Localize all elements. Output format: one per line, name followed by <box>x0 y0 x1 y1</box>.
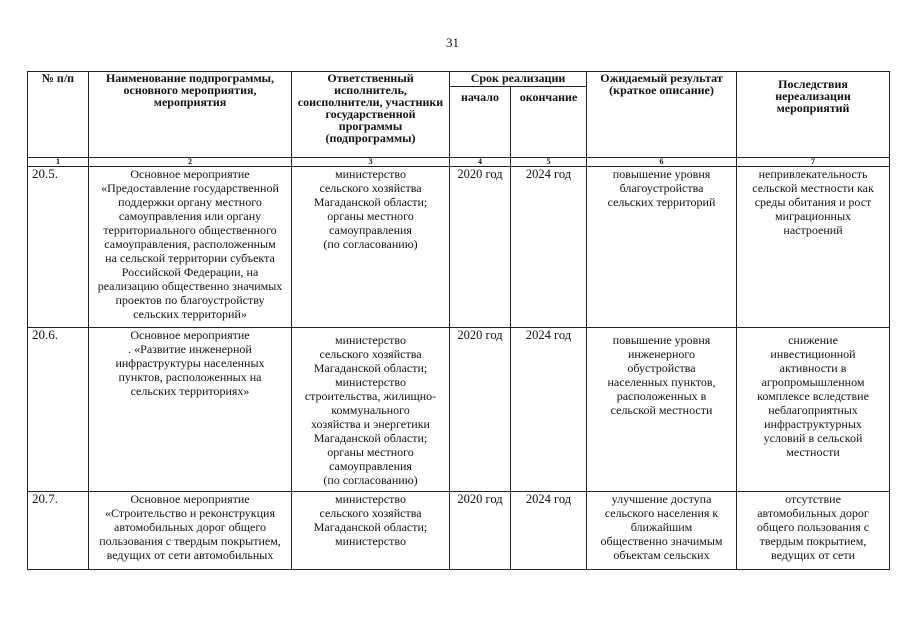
expected-result: повышение уровня благоустройства сельских территорий <box>587 167 737 328</box>
header-start: начало <box>450 87 511 158</box>
measure-name: Основное мероприятие «Предоставление государственной поддержки органу местного самоуправления или органу территориального общественного самоуправления, расположенным на сельской территории субъекта Российской Федерации, на реализацию общественно значимых проектов по благоустройству сельских территорий» <box>89 167 292 328</box>
program-measures-table <box>27 71 890 570</box>
row-number: 20.5. <box>28 167 89 328</box>
expected-result: улучшение доступа сельского населения к ближайшим общественно значимым объектам сельских <box>587 492 737 570</box>
executor: министерство сельского хозяйства Магаданской области; министерство строительства, жилищно- коммунального хозяйства и энергетики Магаданской области; органы местного самоуправления (по согласованию) <box>292 328 450 492</box>
header-result: Ожидаемый результат (краткое описание) <box>587 72 737 158</box>
start-year: 2020 год <box>450 492 511 570</box>
header-term: Срок реализации <box>450 72 587 87</box>
consequence: непривлекательность сельской местности как среды обитания и рост миграционных настроений <box>737 167 890 328</box>
measure-name: Основное мероприятие . «Развитие инженерной инфраструктуры населенных пунктов, расположенных на сельских территориях» <box>89 328 292 492</box>
header-row <box>28 72 890 87</box>
column-number: 4 <box>450 158 511 167</box>
page-number: 31 <box>446 35 459 50</box>
table-row <box>28 167 890 328</box>
column-number: 5 <box>511 158 587 167</box>
end-year: 2024 год <box>511 167 587 328</box>
row-number: 20.7. <box>28 492 89 570</box>
row-number: 20.6. <box>28 328 89 492</box>
header-executor: Ответственный исполнитель, соисполнители, участники государственной программы (подпрограммы) <box>292 72 450 158</box>
column-number: 7 <box>737 158 890 167</box>
table-row <box>28 328 890 492</box>
executor: министерство сельского хозяйства Магаданской области; органы местного самоуправления (по согласованию) <box>292 167 450 328</box>
table-row <box>28 492 890 570</box>
column-number: 2 <box>89 158 292 167</box>
header-end: окончание <box>511 87 587 158</box>
measure-name: Основное мероприятие «Строительство и реконструкция автомобильных дорог общего пользования с твердым покрытием, ведущих от сети автомобильных <box>89 492 292 570</box>
header-consequence: Последствия нереализации мероприятий <box>737 72 890 158</box>
executor: министерство сельского хозяйства Магаданской области; министерство <box>292 492 450 570</box>
start-year: 2020 год <box>450 167 511 328</box>
header-number: № п/п <box>28 72 89 158</box>
column-number: 1 <box>28 158 89 167</box>
expected-result: повышение уровня инженерного обустройства населенных пунктов, расположенных в сельской местности <box>587 328 737 492</box>
column-number-row <box>28 158 890 167</box>
consequence: отсутствие автомобильных дорог общего пользования с твердым покрытием, ведущих от сети <box>737 492 890 570</box>
end-year: 2024 год <box>511 492 587 570</box>
start-year: 2020 год <box>450 328 511 492</box>
header-name: Наименование подпрограммы, основного мероприятия, мероприятия <box>89 72 292 158</box>
column-number: 6 <box>587 158 737 167</box>
column-number: 3 <box>292 158 450 167</box>
end-year: 2024 год <box>511 328 587 492</box>
consequence: снижение инвестиционной активности в агропромышленном комплексе вследствие неблагоприятных инфраструктурных условий в сельской местности <box>737 328 890 492</box>
